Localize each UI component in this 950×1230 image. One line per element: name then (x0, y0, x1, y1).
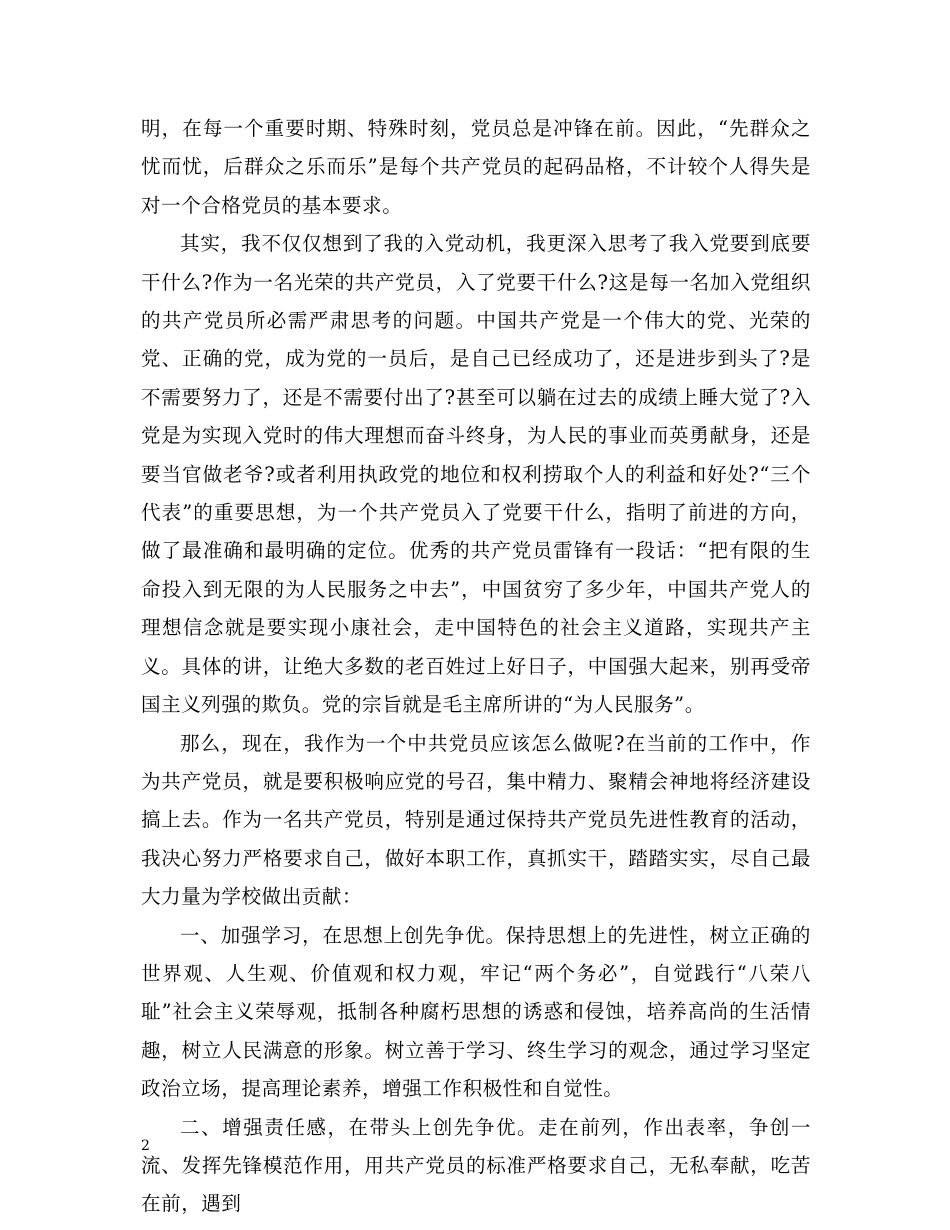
paragraph-4: 一、加强学习，在思想上创先争优。保持思想上的先进性，树立正确的世界观、人生观、价值观和权力观，牢记“两个务必”，自觉践行“八荣八耻”社会主义荣辱观，抵制各种腐朽思想的诱惑和侵蚀，培养高尚的生活情趣，树立人民满意的形象。树立善于学习、终生学习的观念，通过学习坚定政治立场，提高理论素养，增强工作积极性和自觉性。 (141, 923, 811, 1101)
paragraph-2: 其实，我不仅仅想到了我的入党动机，我更深入思考了我入党要到底要干什么?作为一名光荣的共产党员，入了党要干什么?这是每一名加入党组织的共产党员所必需严肃思考的问题。中国共产党是一个伟大的党、光荣的党、正确的党，成为党的一员后，是自己已经成功了，还是进步到头了?是不需要努力了，还是不需要付出了?甚至可以躺在过去的成绩上睡大觉了?入党是为实现入党时的伟大理想而奋斗终身，为人民的事业而英勇献身，还是要当官做老爷?或者利用执政党的地位和权利捞取个人的利益和好处?“三个代表”的重要思想，为一个共产党员入了党要干什么，指明了前进的方向，做了最准确和最明确的定位。优秀的共产党员雷锋有一段话：“把有限的生命投入到无限的为人民服务之中去”，中国贫穷了多少年，中国共产党人的理想信念就是要实现小康社会，走中国特色的社会主义道路，实现共产主义。具体的讲，让绝大多数的老百姓过上好日子，中国强大起来，别再受帝国主义列强的欺负。党的宗旨就是毛主席所讲的“为人民服务”。 (141, 232, 811, 717)
document-body (141, 110, 811, 1224)
paragraph-1: 明，在每一个重要时期、特殊时刻，党员总是冲锋在前。因此，“先群众之忧而忧，后群众之乐而乐”是每个共产党员的起码品格，不计较个人得失是对一个合格党员的基本要求。 (141, 117, 811, 217)
page-number: 2 (141, 1138, 150, 1154)
paragraph-5: 二、增强责任感，在带头上创先争优。走在前列，作出表率，争创一流、发挥先锋模范作用，用共产党员的标准严格要求自己，无私奉献，吃苦在前，遇到 (141, 1115, 811, 1216)
paragraph-3: 那么，现在，我作为一个中共党员应该怎么做呢?在当前的工作中，作为共产党员，就是要积极响应党的号召，集中精力、聚精会神地将经济建设搞上去。作为一名共产党员，特别是通过保持共产党员先进性教育的活动，我决心努力严格要求自己，做好本职工作，真抓实干，踏踏实实，尽自己最大力量为学校做出贡献： (141, 731, 811, 909)
